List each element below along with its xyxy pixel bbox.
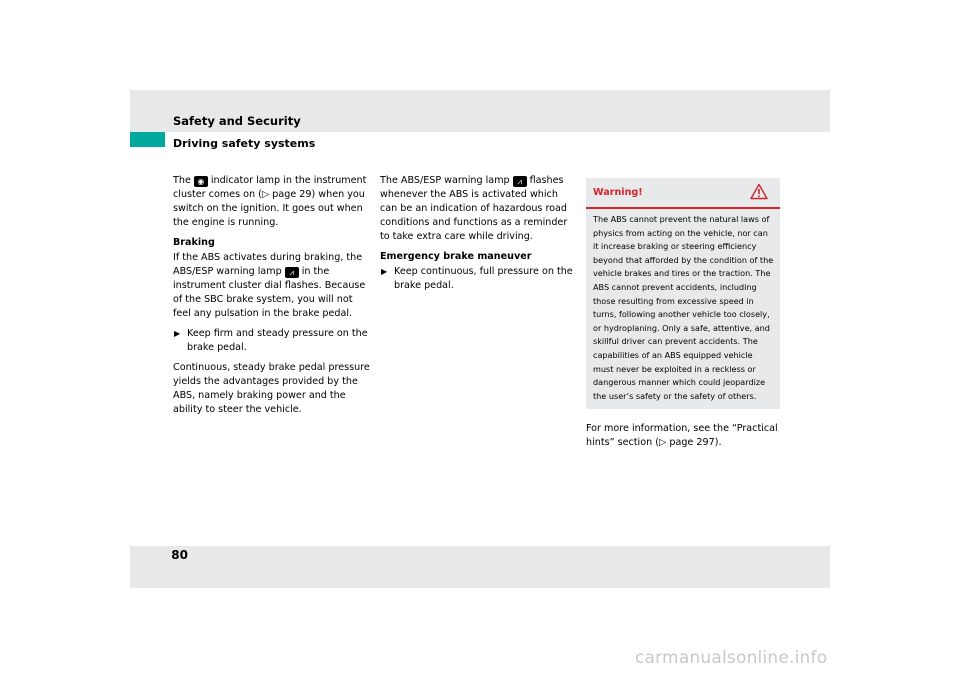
page-number: 80 [171, 548, 188, 562]
watermark: carmanualsonline.info [635, 648, 828, 668]
triangle-bullet-icon: ▶ [174, 329, 181, 338]
abs-intro-paragraph: The ◉ indicator lamp in the instrument cluster comes on (▷ page 29) when you switch on the ignition. It goes out when the engine is running. [173, 175, 367, 228]
continuous-pressure-paragraph: Continuous, steady brake pedal pressure yields the advantages provided by the ABS, namely braking power and the ability to steer the vehicle. [173, 362, 370, 415]
abs-flash-paragraph: The ABS/ESP warning lamp ⩘ flashes whenever the ABS is activated which can be an indication of hazardous road conditions and functions as a reminder to take extra care while driving. [380, 175, 568, 242]
emergency-brake-heading: Emergency brake maneuver [380, 251, 532, 262]
section-tab-marker [130, 132, 165, 147]
braking-heading: Braking [173, 237, 215, 248]
triangle-bullet-icon: ▶ [381, 267, 388, 276]
warning-title: Warning! [593, 187, 643, 198]
column-middle [380, 174, 576, 299]
instruction-bullet: ▶ Keep firm and steady pressure on the brake pedal. [174, 328, 368, 353]
warning-triangle-icon [750, 183, 768, 200]
esp-warning-icon: ⩘ [513, 176, 527, 187]
warning-text: The ABS cannot prevent the natural laws of physics from acting on the vehicle, nor can it increase braking or steering efficiency beyond that afforded by the condition of the vehicle brakes and tires or the traction. The ABS cannot prevent accidents, including those resulting from excessive speed in turns, following another vehicle too closely, or hydroplaning. Only a safe, attentive, and skillful driver can prevent accidents. The capabilities of an ABS equipped vehicle must never be exploited in a reckless or dangerous manner which could jeopardize the user’s safety or the safety of others. [593, 214, 774, 401]
instruction-bullet: ▶ Keep continuous, full pressure on the brake pedal. [381, 266, 573, 291]
braking-paragraph: If the ABS activates during braking, the ABS/ESP warning lamp ⩘ in the instrument cluster dial flashes. Because of the SBC brake system, you will not feel any pulsation in the brake pedal. [173, 252, 366, 319]
footer-band [130, 546, 830, 588]
warning-box [586, 178, 780, 409]
section-title: Safety and Security [173, 114, 301, 128]
column-left [173, 174, 373, 423]
abs-indicator-icon: ◉ [194, 176, 208, 187]
more-info-text: For more information, see the “Practical hints” section (▷ page 297). [586, 423, 778, 448]
esp-warning-icon: ⩘ [285, 267, 299, 278]
warning-divider [586, 207, 780, 209]
subsection-title: Driving safety systems [173, 137, 316, 150]
